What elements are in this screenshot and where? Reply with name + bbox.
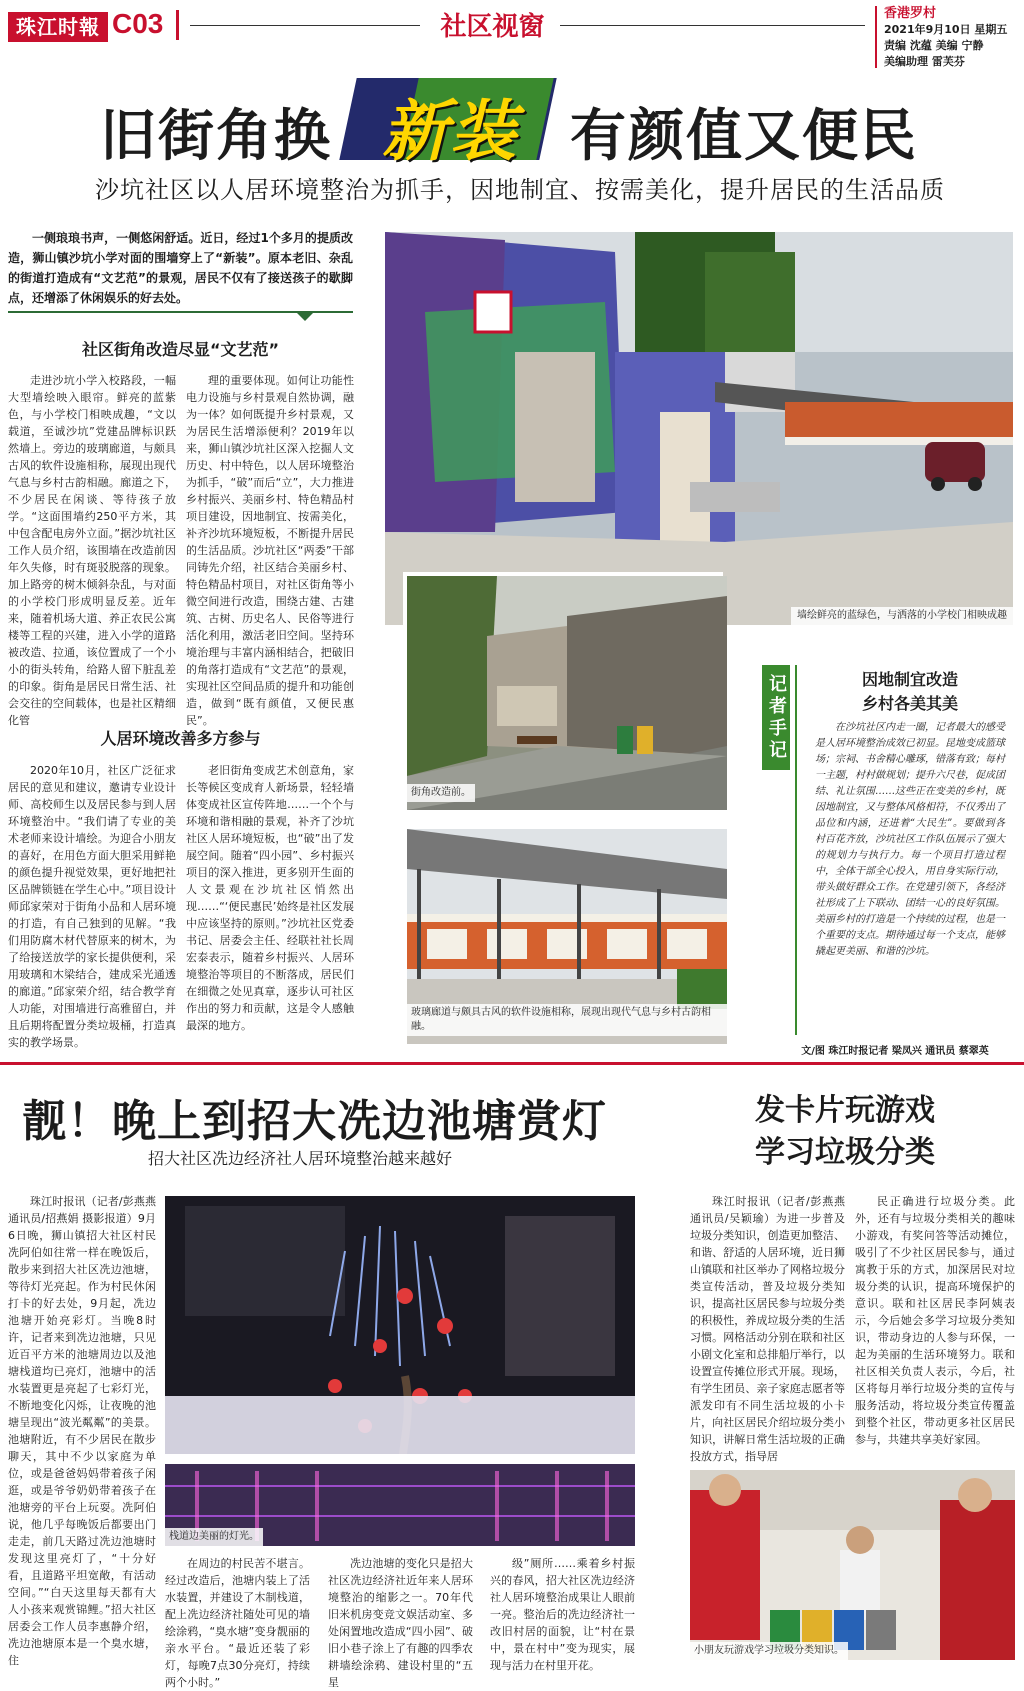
headline-highlight: 新装 [382,93,518,170]
newspaper-logo: 珠江时報 [8,12,108,42]
story-2-column-1: 珠江时报讯（记者/彭燕燕 通讯员/招燕娟 摄影报道）9月6日晚，狮山镇招大社区村民冼阿伯如往常一样在晚饭后，散步来到招大社区冼边池塘，等待灯光亮起。作为村民休闲打卡的好去处，9月起，冼边池塘开始亮彩灯。当晚8时许，记者来到冼边池塘，只见近百平方米的池塘周边以及池塘栈道均已亮灯，池塘中的活水装置更是亮起了七彩灯光，不断地变化闪烁，让夜晚的池塘呈现出“波光粼粼”的美景。池塘附近，有不少居民在散步聊天，其中不少以家庭为单位，或是爸爸妈妈带着孩子闲逛，或是爷爷奶奶带着孩子在池塘旁的平台上玩耍。冼阿伯说，他几乎每晚饭后都要出门走走，前几天路过冼边池塘时发现这里亮灯了，“十分好看，且道路平坦宽敞，有活动空间。”“白天这里每天都有大人小孩来观赏锦鲤。”招大社区居委会工作人员李惠静介绍，冼边池塘原本是一个臭水塘，住 [8,1195,156,1667]
section-1-title: 社区街角改造尽显“文艺范” [81,340,280,359]
page-number: C03 [112,8,164,39]
kids-photo [690,1470,1015,1660]
header-rule-right [560,25,865,26]
story-2-column-2: 在周边的村民苦不堪言。经过改造后，池塘内装上了活水装置，并建设了木制栈道，配上冼边经济社随处可见的墙绘涂鸦，“臭水塘”变身靓丽的亲水平台。“最近还装了彩灯，每晚7点30分亮灯，持续两个小时。” [165,1557,310,1689]
note-title-line-1: 因地制宜改造 [861,670,958,689]
date-line: 2021年9月10日 星期五 [884,23,1008,36]
headline-right: 有颜值又便民 [570,103,918,169]
caption-corridor: 玻璃廊道与颇具古风的软件设施相称，展现出现代气息与乡村古韵相融。 [407,1004,727,1036]
section-divider [0,1062,1024,1065]
story-2-headline: 靓！晚上到招大冼边池塘赏灯 [22,1096,607,1147]
section-2-title: 人居环境改善多方参与 [100,729,261,748]
caption-lights: 栈道边美丽的灯光。 [165,1528,263,1546]
story-2-column-4: 级”厕所……乘着乡村振兴的春风，招大社区冼边经济社人居环境整治成果让人眼前一亮。整治后的冼边经济社一改旧村居的面貌，让“村在景中，景在村中”变为现实，展现与活力在村里开花。 [490,1557,635,1672]
story-3-headline-line-1: 发卡片玩游戏 [755,1093,935,1128]
lead-paragraph: 一侧琅琅书声，一侧悠闲舒适。近日，经过1个多月的提质改造，狮山镇沙坑小学对面的围墙穿上了“新装”。原本老旧、杂乱的街道打造成有“文艺范”的景观，居民不仅有了接送孩子的歇脚点，还增添了休闲娱乐的好去处。 [8,231,353,305]
header-rule-left [190,25,420,26]
column-title: 香港罗村 [884,6,937,21]
story-3-column-1: 珠江时报讯（记者/彭燕燕 通讯员/吴颖瑜）为进一步普及垃圾分类知识，创造更加整洁、和谐、舒适的人居环境，近日狮山镇联和社区举办了网格垃圾分类宣传活动，普及垃圾分类知识，提高社区居民参与垃圾分类的积极性，养成垃圾分类的生活习惯。网格活动分别在联和社区小剧文化室和总排船厅举行，以设置宣传摊位形式开展。现场，有学生团员、亲子家庭志愿者等派发印有不同生活垃圾的小卡片，向社区居民介绍垃圾分类小知识，讲解日常生活垃圾的正确投放方式，指导居 [690,1195,845,1463]
editor-line-1: 责编 沈蕴 美编 宁静 [884,39,984,52]
story-2-subheadline: 招大社区冼边经济社人居环境整治越来越好 [148,1149,453,1168]
header-bar-right [875,6,877,68]
editor-line-2: 美编助理 雷芙芬 [884,55,965,68]
section-1-column-2: 理的重要体现。如何让功能性电力设施与乡村景观自然协调，融为一体？如何既提升乡村景观，又为居民生活增添便利？2019年以来，狮山镇沙坑社区深入挖掘人文历史、村中特色，以人居环境整治为抓手，“破”而后“立”，大力推进乡村振兴、美丽乡村、特色精品村项目建设，因地制宜、按需美化，补齐沙坑环境短板，不断提升居民的生活品质。沙坑社区“两委”干部同铸先介绍，社区结合美丽乡村、特色精品村项目，对社区街角等小微空间进行改造，围绕古建、古建筑、古树、历史名人、民俗等进行活化利用，激活老旧空间。坚持环境治理与丰富内涵相结合，把破旧的角落打造成有“文艺范”的景观，实现社区空间品质的提升和功能创造，做到“既有颜值，又便民惠民”。 [186,374,354,727]
story-1-byline: 文/图 珠江时报记者 梁凤兴 通讯员 蔡翠英 [801,1046,989,1057]
reporter-notes-rule [795,665,797,1035]
before-photo [403,572,723,806]
story-3-headline-line-2: 学习垃圾分类 [755,1135,935,1170]
caption-before: 街角改造前。 [407,784,475,802]
subheadline: 沙坑社区以人居环境整治为抓手，因地制宜、按需美化，提升居民的生活品质 [95,176,945,204]
section-2-column-1: 2020年10月，社区广泛征求居民的意见和建议，邀请专业设计师、高校师生以及居民参与到人居环境整治中。“我们请了专业的美术老师来设计墙绘。为迎合小朋友的喜好，在用色方面大胆采用鲜艳的颜色提升视觉效果，更好地把社区品牌锁链在学生心中。”项目设计师邱家荣对于街角小品和人居环境的打造，有自己独到的见解。“我们用防腐木材代替原来的树木，为了给接送放学的家长提供便利，采用玻璃和木梁结合，建成采光通透的廊道。”邱家荣介绍，结合教学育人功能，对围墙进行高雅留白，并且后期将配置分类垃圾桶，打造真实的教学场景。 [8,764,176,1049]
reporter-notes-body: 在沙坑社区内走一圈，记者最大的感受是人居环境整治成效已初显。昆地变成篮球场；宗祠、书舍精心雕琢，错落有致；每村一主题，村村做规划；提升六尺巷，促成团结、礼让氛围……这些正在变美的乡村，既因地制宜，又与整体风格相符，不仅秀出了品位和内涵，还进着“大民生”。要做到各村百花齐放，沙坑社区工作队伍展示了强大的规划力与执行力。每一个项目打造过程中，全体干部全心投入，用自身实际行动，带头做好群众工作。在党建引领下，各经济社形成了上下联动、团结一心的良好氛围。美丽乡村的打造是一个持续的过程，也是一个重要的支点。期待通过每一个支点，能够撬起更美丽、和谐的沙坑。 [815,722,1005,957]
section-2-column-2: 老旧街角变成艺术创意角，家长等候区变成育人新场景，轻轻墙体变成社区宣传阵地……一个个与环境和谐相融的景观，补齐了沙坑社区人居环境短板，也“破”出了发展空间。随着“四小园”、乡村振兴项目的深入推进，更多别开生面的人文景观在沙坑社区悄然出现……“‘便民惠民’始终是社区发展中应该坚持的原则。”沙坑社区党委书记、居委会主任、经联社社长周宏泰表示，随着乡村振兴、人居环境整治等项目的不断落成，居民们在细微之处见真章，逐步认可社区作出的努力和贡献，这是令人感触最深的地方。 [186,764,354,1032]
caption-kids: 小朋友玩游戏学习垃圾分类知识。 [690,1642,848,1660]
header-info [884,6,1007,70]
headline-left: 旧街角换 [100,103,332,169]
header-bar [176,10,179,40]
story-3-column-2: 民正确进行垃圾分类。此外，还有与垃圾分类相关的趣味小游戏，有奖问答等活动摊位，吸引了不少社区居民参与，通过寓教于乐的方式，加深居民对垃圾分类的认识，提高环境保护的意识。联和社区居民李阿姨表示，今后她会多学习垃圾分类知识，带动身边的人参与环保，一起为美丽的生活环境努力。联和社区相关负责人表示，今后，社区将每月举行垃圾分类的宣传与服务活动，将垃圾分类宣传覆盖到整个社区，带动更多社区居民参与，共建共享美好家园。 [855,1195,1015,1446]
story-3-headline [755,1090,975,1174]
mural-photo [385,232,1013,625]
lead-arrow [295,311,315,321]
caption-main: 墙绘鲜亮的蓝绿色，与洒落的小学校门相映成趣 [791,607,1013,625]
note-title-line-2: 乡村各美其美 [861,694,958,713]
lights-photo [165,1196,635,1546]
reporter-notes-tag: 记者手记 [762,665,790,770]
section-1-column-1: 走进沙坑小学入校路段，一幅大型墙绘映入眼帘。鲜亮的蓝紫色，与小学校门相映成趣，“文以载道，至诚沙坑”党建品牌标识跃然墙上。旁边的玻璃廊道，与颇具古风的软件设施相称，展现出现代气息与乡村古韵相融。廊道之下，不少居民在闲谈、等待孩子放学。“这面围墙约250平方米，其中包含配电房外立面。”据沙坑社区工作人员介绍，该围墙在改造前因年久失修，时有斑驳脱落的现象。加上路旁的树木倾斜杂乱，与对面的小学校门形成明显反差。近年来，随着机场大道、养正农民公寓楼等工程的兴建，进入小学的道路被改造、拉通，该位置成了一个小小的街头转角，给路人留下脏乱差的印象。街角是居民日常生活、社会交往的空间载体，也是社区精细化管 [8,374,176,727]
corridor-photo [403,825,723,1040]
reporter-notes-title [815,668,1005,716]
section-title: 社区视窗 [440,12,545,42]
story-2-column-3: 冼边池塘的变化只是招大社区冼边经济社近年来人居环境整治的缩影之一。70年代旧米机房变竞文娱活动室、多处闲置地改造成“四小园”、破旧小巷子涂上了有趣的四季农耕墙绘涂鸦、建设村里的“五星 [328,1557,473,1689]
